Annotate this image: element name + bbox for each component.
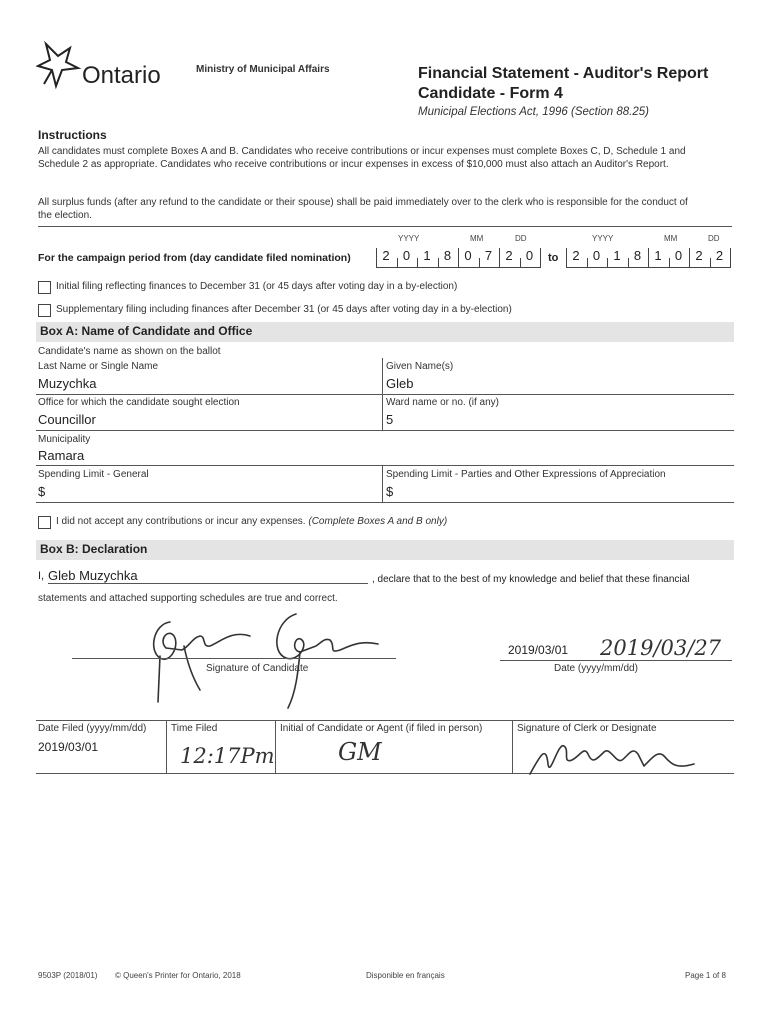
declarant-name[interactable]: Gleb Muzychka [48,568,368,584]
date-filed-value[interactable]: 2019/03/01 [38,740,99,754]
to-yyyy-header: YYYY [592,234,614,243]
ontario-logo [36,40,176,90]
last-name-label: Last Name or Single Name [38,361,159,372]
candidate-signature [140,606,400,716]
instructions-para1: All candidates must complete Boxes A and B. Candidates who receive contributions or incur expenses must complete Boxes C, D, Schedule 1 and Schedule 2 as appropriate. Candidates who receive contributions or incur expenses in excess of $10,000 must also attach an Auditor's Report. [38,146,686,170]
spending-parties-value[interactable]: $ [386,484,394,499]
to-dd-header: DD [708,234,720,243]
period-divider [38,226,732,227]
to-date-digit: 2 [715,248,724,263]
given-name-label: Given Name(s) [386,361,454,372]
from-date-digit: 1 [423,248,431,263]
from-mm-header: MM [470,234,484,243]
filing-col-divider-2 [275,721,276,773]
from-date-digit-separator [376,248,377,268]
from-date-digit: 8 [443,248,452,263]
to-date-baseline [566,267,730,268]
to-date-digit-separator [730,248,731,268]
name-row-divider [382,358,383,430]
to-date-digit: 1 [654,248,662,263]
filing-col-divider-3 [512,721,513,773]
declarant-line [38,568,738,586]
supplementary-filing-label: Supplementary filing including finances after December 31 (or 45 days after voting day in a by-election) [56,304,512,315]
from-date-baseline [376,267,540,268]
spending-parties-label: Spending Limit - Parties and Other Expressions of Appreciation [386,469,666,480]
trillium-icon [36,40,82,90]
footer-page: Page 1 of 8 [685,971,726,980]
from-date-digit-separator [540,248,541,268]
to-date-digit: 8 [633,248,642,263]
to-date-digit-separator [566,248,567,268]
period-label: For the campaign period from (day candidate filed nomination) [38,252,351,264]
from-date-field[interactable] [376,246,542,268]
footer-french: Disponible en français [366,971,445,980]
office-row-line [36,430,734,431]
clerk-signature [524,734,704,784]
date-line [500,660,732,661]
declaration-continuation: statements and attached supporting schedules are true and correct. [38,593,338,604]
date-typed[interactable]: 2019/03/01 [508,643,569,657]
clerk-signature-label: Signature of Clerk or Designate [517,723,657,734]
municipality-row-line [36,465,734,466]
signature-line [72,658,396,659]
from-date-digit: 2 [505,248,513,263]
ward-value[interactable]: 5 [386,412,394,427]
office-value[interactable]: Councillor [38,412,96,427]
to-date-digit-separator [689,248,690,268]
signature-label: Signature of Candidate [206,663,309,674]
no-contributions-text: I did not accept any contributions or incur any expenses. [56,516,306,527]
spending-general-value[interactable]: $ [38,484,46,499]
declarant-prefix: I, [38,570,45,582]
from-date-digit-separator [458,248,459,268]
spending-general-label: Spending Limit - General [38,469,149,480]
to-mm-header: MM [664,234,678,243]
spending-row-line [36,502,734,503]
time-filed-value[interactable]: 12:17Pm [180,744,275,768]
name-row-line [36,394,734,395]
logo-text: Ontario [82,62,161,89]
act-reference: Municipal Elections Act, 1996 (Section 88.25) [418,106,649,118]
from-date-digit: 7 [484,248,493,263]
supplementary-filing-checkbox[interactable] [38,304,51,317]
box-a-heading: Box A: Name of Candidate and Office [36,322,734,342]
to-date-digit-separator [648,248,649,268]
from-yyyy-header: YYYY [398,234,420,243]
date-label: Date (yyyy/mm/dd) [554,663,638,674]
to-date-digit: 2 [572,248,580,263]
instructions-heading: Instructions [38,128,107,142]
office-label: Office for which the candidate sought election [38,397,240,408]
candidate-name-label: Candidate's name as shown on the ballot [38,346,221,357]
given-name-value[interactable]: Gleb [386,376,414,391]
date-filed-label: Date Filed (yyyy/mm/dd) [38,723,147,734]
from-date-digit: 0 [525,248,534,263]
filing-col-divider-1 [166,721,167,773]
declaration-text: , declare that to the best of my knowledge and belief that these financial [372,574,690,585]
form-title-line2: Candidate - Form 4 [418,85,563,102]
to-date-field[interactable] [566,246,732,268]
footer-copyright: © Queen's Printer for Ontario, 2018 [115,971,241,980]
last-name-value[interactable]: Muzychka [38,376,97,391]
to-date-digit: 0 [592,248,601,263]
from-date-digit-separator [499,248,500,268]
to-label: to [548,252,559,264]
to-date-digit: 0 [674,248,683,263]
initial-filing-label: Initial filing reflecting finances to December 31 (or 45 days after voting day in a by-election) [56,281,458,292]
from-date-digit: 2 [382,248,390,263]
municipality-value[interactable]: Ramara [38,448,85,463]
instructions-para2: All surplus funds (after any refund to the candidate or their spouse) shall be paid immediately over to the clerk who is responsible for the conduct of the election. [38,197,688,221]
from-dd-header: DD [515,234,527,243]
initial-value[interactable]: GM [338,738,382,766]
no-contributions-note: (Complete Boxes A and B only) [308,516,448,527]
initial-filing-checkbox[interactable] [38,281,51,294]
initial-label: Initial of Candidate or Agent (if filed in person) [280,723,483,734]
footer-form-no: 9503P (2018/01) [38,971,98,980]
from-date-digit: 0 [402,248,411,263]
date-handwritten: 2019/03/27 [600,636,722,660]
from-date-digit: 0 [464,248,472,263]
ward-label: Ward name or no. (if any) [386,397,500,408]
to-date-digit: 1 [613,248,621,263]
form-title [418,64,708,104]
no-contributions-label [56,516,447,527]
municipality-label: Municipality [38,434,91,445]
box-b-heading: Box B: Declaration [36,540,734,560]
no-contributions-checkbox[interactable] [38,516,51,529]
ministry-name: Ministry of Municipal Affairs [196,64,330,75]
to-date-digit: 2 [695,248,703,263]
spending-row-divider [382,466,383,502]
time-filed-label: Time Filed [171,723,218,734]
form-title-line1: Financial Statement - Auditor's Report [418,65,709,82]
